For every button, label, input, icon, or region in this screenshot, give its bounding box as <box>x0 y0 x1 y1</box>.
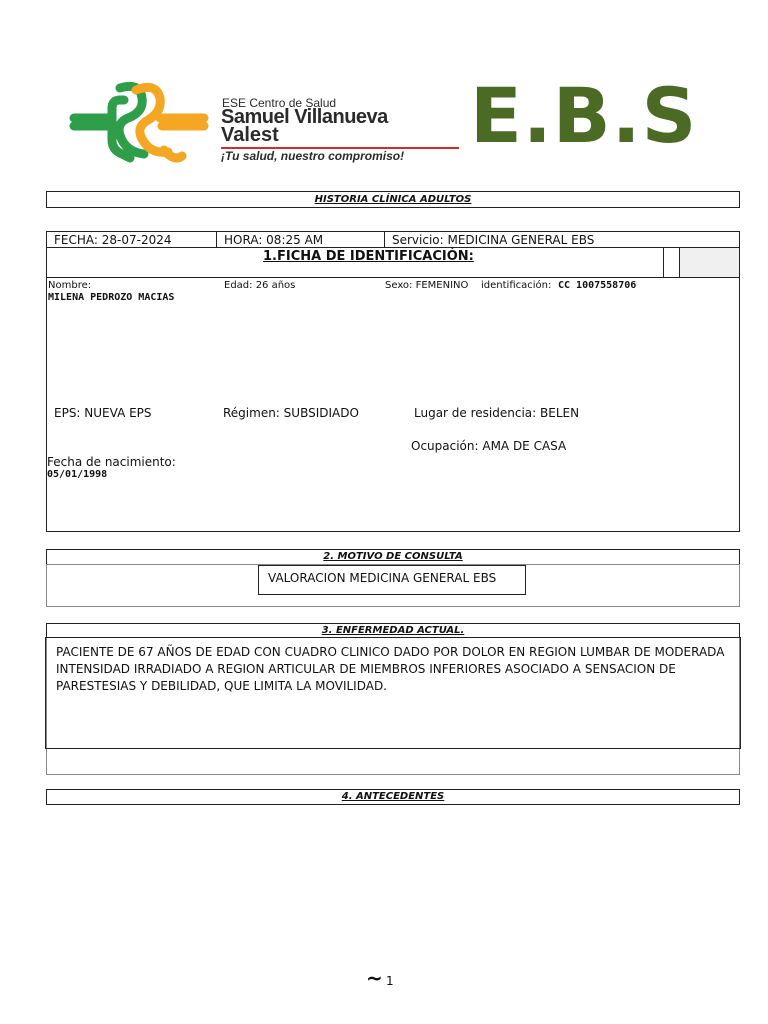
nombre-label: Nombre: <box>48 280 92 291</box>
page-number: 1 <box>386 974 394 988</box>
ebs-title: E.B.S <box>470 71 698 160</box>
hora-field: HORA: 08:25 AM <box>224 233 324 247</box>
logo-line3: Valest <box>221 124 279 146</box>
divider <box>46 277 740 278</box>
identificacion-value: CC 1007558706 <box>558 280 637 291</box>
logo-line2: Samuel Villanueva <box>221 106 388 128</box>
ocupacion-field: Ocupación: AMA DE CASA <box>411 439 567 453</box>
antecedentes-title: 4. ANTECEDENTES <box>46 789 740 805</box>
divider <box>216 231 217 247</box>
cross-logo-icon <box>64 80 214 170</box>
servicio-field: Servicio: MEDICINA GENERAL EBS <box>392 233 595 247</box>
motivo-title: 2. MOTIVO DE CONSULTA <box>46 549 740 565</box>
divider <box>663 247 664 277</box>
enfermedad-title: 3. ENFERMEDAD ACTUAL. <box>46 623 740 638</box>
gray-cell <box>680 248 739 277</box>
divider <box>384 231 385 247</box>
clinic-logo <box>64 80 464 170</box>
residencia-field: Lugar de residencia: BELEN <box>414 406 580 420</box>
nombre-value: MILENA PEDROZO MACIAS <box>48 292 175 303</box>
eps-field: EPS: NUEVA EPS <box>54 406 152 420</box>
nacimiento-label: Fecha de nacimiento: <box>47 455 176 469</box>
enfermedad-text-box <box>45 637 741 749</box>
sexo-field: Sexo: FEMENINO <box>385 280 469 291</box>
logo-tagline: ¡Tu salud, nuestro compromiso! <box>221 149 405 163</box>
nacimiento-value: 05/01/1998 <box>47 469 108 480</box>
edad-field: Edad: 26 años <box>224 280 296 291</box>
page-tilde: ~ <box>366 966 383 990</box>
historia-clinica-title: HISTORIA CLÍNICA ADULTOS <box>46 191 740 208</box>
divider <box>46 247 740 248</box>
regimen-field: Régimen: SUBSIDIADO <box>223 406 359 420</box>
ficha-title: 1.FICHA DE IDENTIFICACIÓN: <box>263 249 474 264</box>
enfermedad-text: PACIENTE DE 67 AÑOS DE EDAD CON CUADRO CLINICO DADO POR DOLOR EN REGION LUMBAR DE MODERADA INTENSIDAD IRRADIADO A REGION ARTICULAR DE MIEMBROS INFERIORES ASOCIADO A SENSACION DE PARESTESIAS Y DEBILIDAD, QUE LIMITA LA MOVILIDAD. <box>56 645 725 693</box>
motivo-value: VALORACION MEDICINA GENERAL EBS <box>258 565 526 595</box>
logo-line1: ESE Centro de Salud <box>222 96 337 110</box>
fecha-field: FECHA: 28-07-2024 <box>54 233 172 247</box>
identificacion-label: identificación: <box>481 280 552 291</box>
